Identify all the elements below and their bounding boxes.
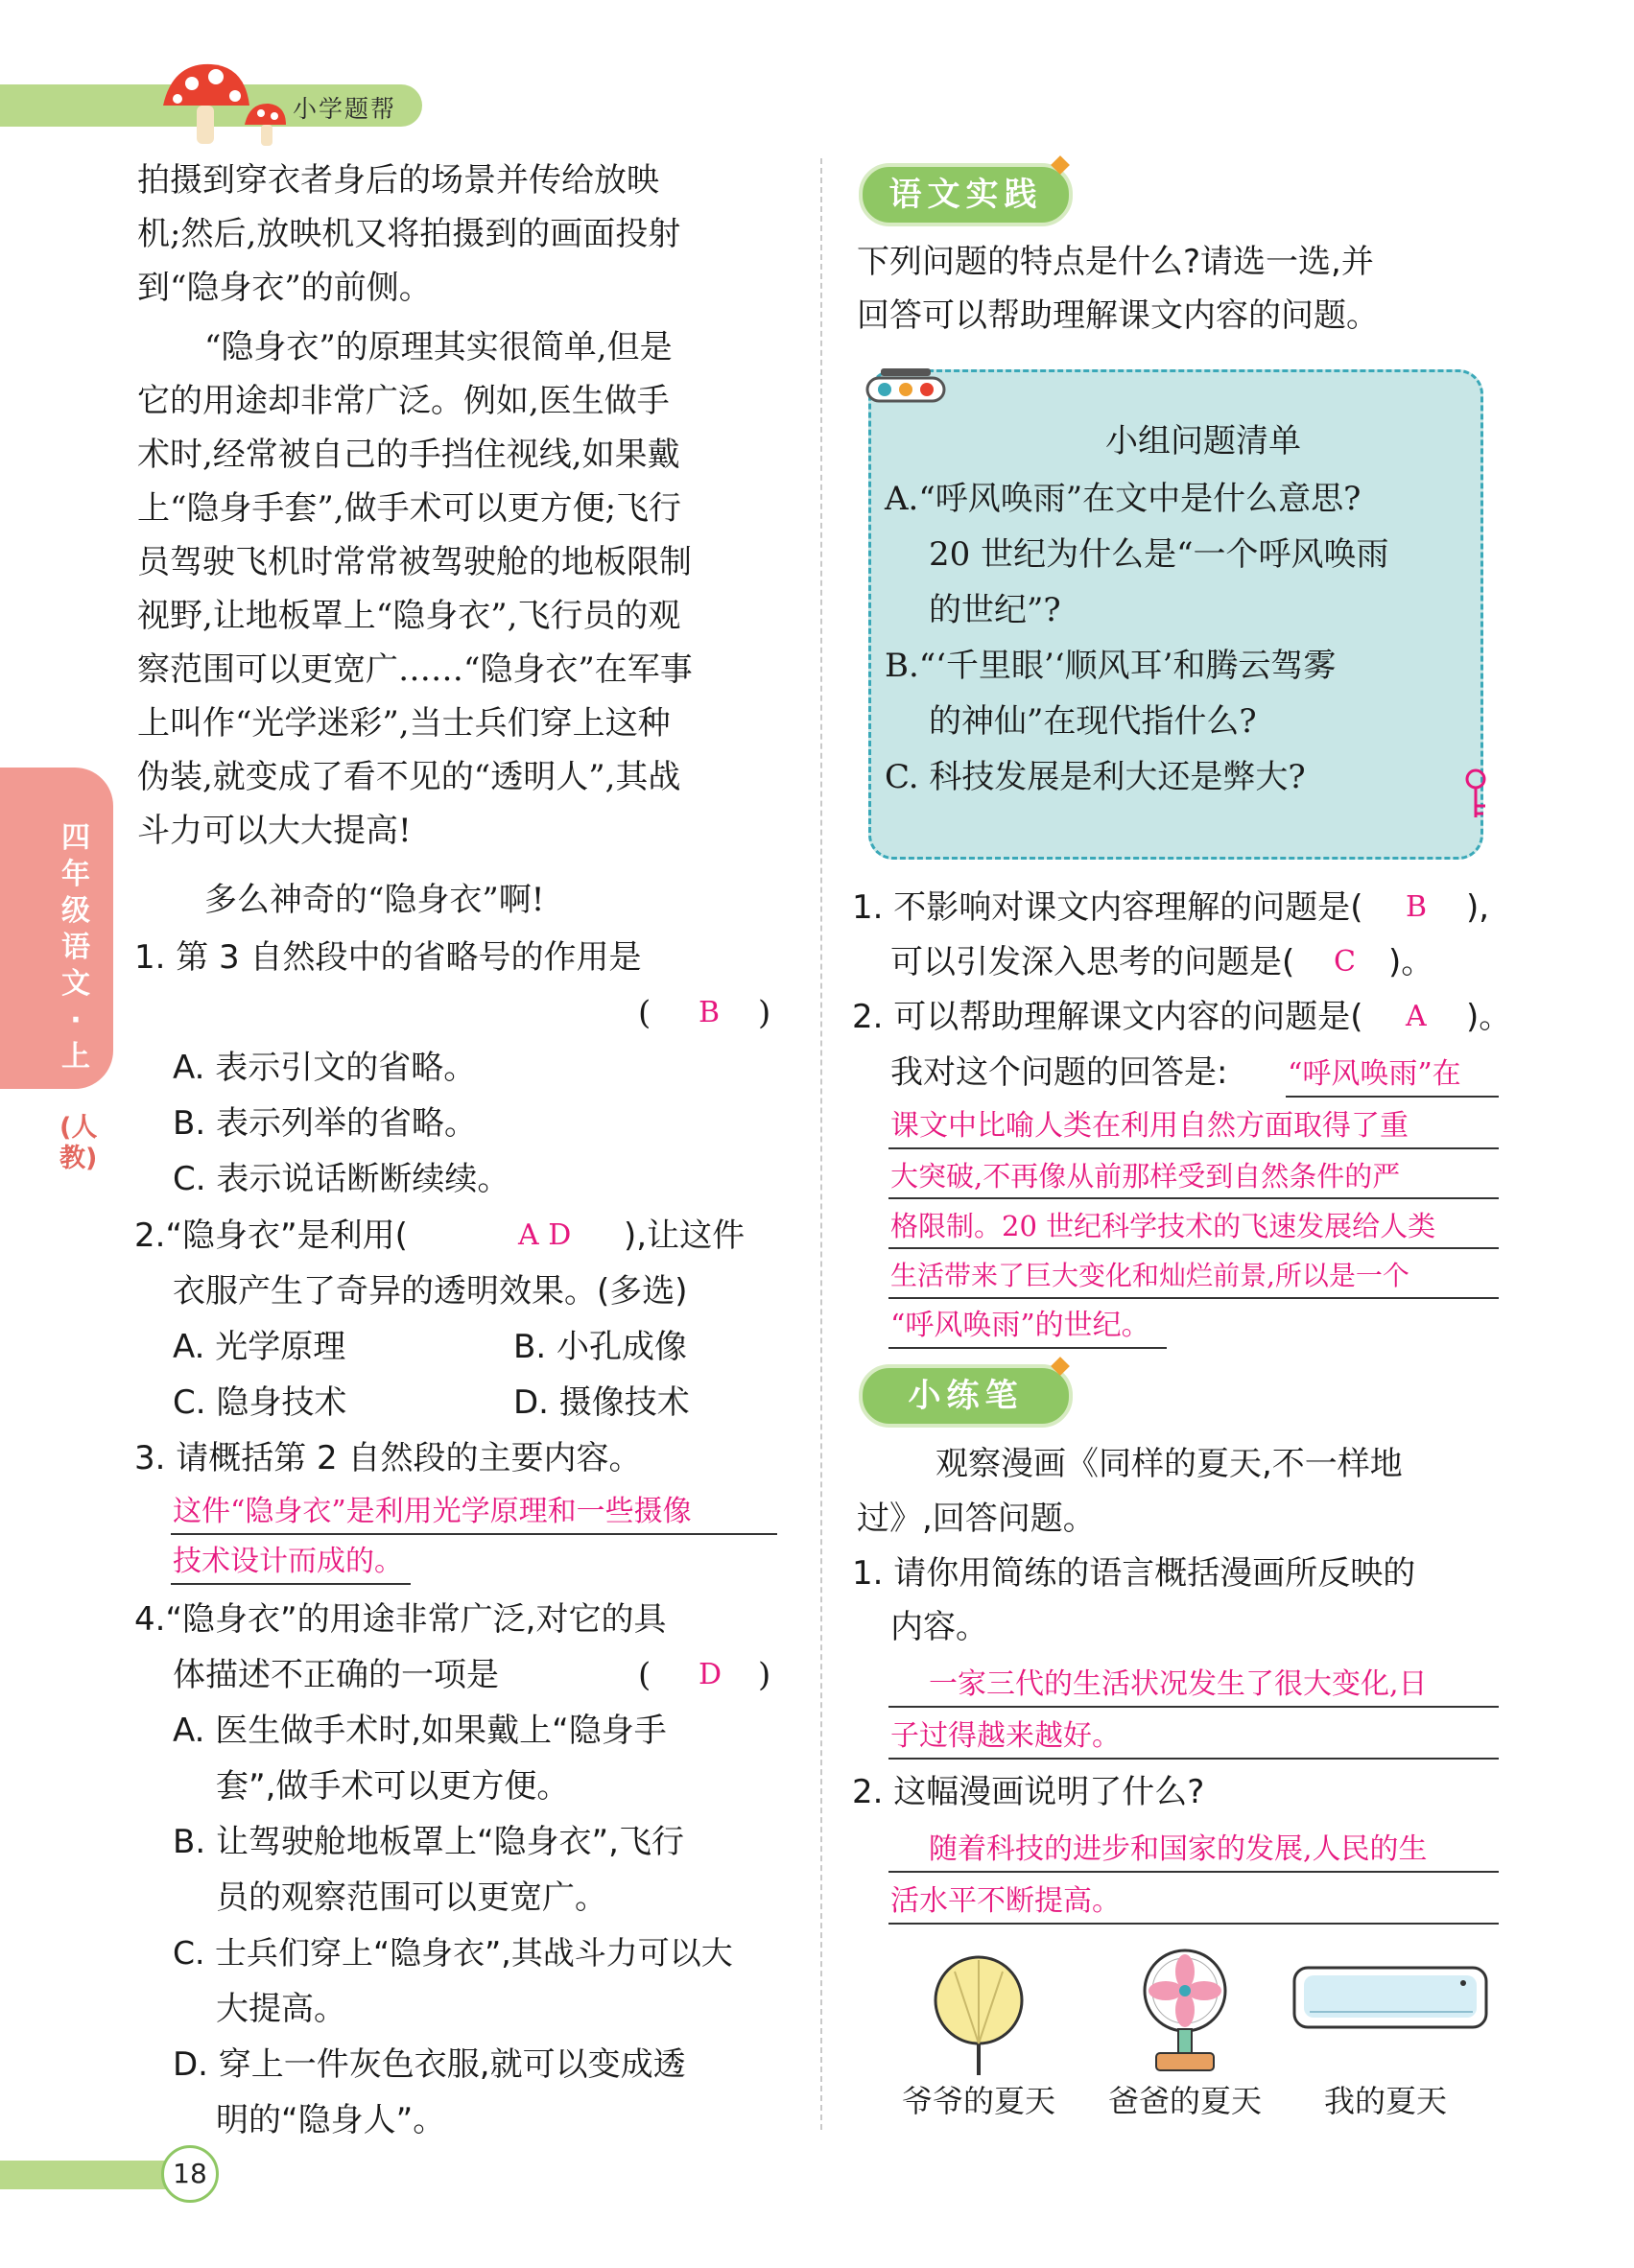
q2-stem-a: 2.“隐身衣”是利用( bbox=[134, 1217, 408, 1255]
q4-option[interactable]: A. 医生做手术时,如果戴上“隐身手 bbox=[173, 1712, 667, 1750]
q2-stem-b: ),让这件 bbox=[624, 1217, 746, 1255]
air-conditioner-icon bbox=[1291, 1962, 1492, 2039]
rq1-answer-1[interactable]: B bbox=[1406, 890, 1428, 924]
electric-fan-icon bbox=[1132, 1943, 1238, 2077]
hand-fan-icon bbox=[926, 1952, 1031, 2077]
intro-line: 下列问题的特点是什么?请选一选,并 bbox=[857, 243, 1374, 281]
passage-line: 伪装,就变成了看不见的“透明人”,其战 bbox=[137, 758, 681, 796]
q2-option[interactable]: A. 光学原理 bbox=[173, 1328, 346, 1366]
q1-option[interactable]: A. 表示引文的省略。 bbox=[173, 1049, 477, 1087]
q4-paren-open: ( bbox=[638, 1656, 651, 1694]
q1-option[interactable]: C. 表示说话断断续续。 bbox=[173, 1160, 510, 1198]
rq1-line1: 1. 不影响对课文内容理解的问题是( bbox=[852, 888, 1363, 927]
q3-stem: 3. 请概括第 2 自然段的主要内容。 bbox=[134, 1439, 642, 1477]
passage-line: 上“隐身手套”,做手术可以更方便;飞行 bbox=[137, 489, 682, 528]
pq1-answer-line[interactable]: 子过得越来越好。 bbox=[890, 1719, 1121, 1753]
passage-line: 机;然后,放映机又将拍摄到的画面投射 bbox=[137, 215, 681, 253]
rq2-answer-text[interactable]: 课文中比喻人类在利用自然方面取得了重 bbox=[890, 1109, 1409, 1143]
caption-dad: 爸爸的夏天 bbox=[1108, 2083, 1263, 2119]
answer-underline bbox=[888, 1923, 1499, 1925]
passage-line: 视野,让地板罩上“隐身衣”,飞行员的观 bbox=[137, 597, 681, 635]
passage-line: 察范围可以更宽广……“隐身衣”在军事 bbox=[137, 650, 693, 689]
pq2-stem: 2. 这幅漫画说明了什么? bbox=[852, 1773, 1205, 1811]
caption-grandpa: 爷爷的夏天 bbox=[902, 2083, 1056, 2119]
checklist-line: 的神仙”在现代指什么? bbox=[929, 702, 1257, 741]
rq1-line2-end: )。 bbox=[1388, 943, 1434, 981]
q1-stem: 1. 第 3 自然段中的省略号的作用是 bbox=[134, 938, 642, 977]
q2-answer[interactable]: A D bbox=[518, 1218, 572, 1252]
answer-underline bbox=[888, 1758, 1499, 1760]
header-title: 小学题帮 bbox=[293, 95, 397, 123]
checklist-line: 的世纪”? bbox=[929, 591, 1061, 629]
q4-stem-1: 4.“隐身衣”的用途非常广泛,对它的具 bbox=[134, 1600, 667, 1639]
intro2-line: 观察漫画《同样的夏天,不一样地 bbox=[935, 1445, 1403, 1483]
checklist-line: C. 科技发展是利大还是弊大? bbox=[885, 758, 1306, 796]
pq1-stem: 1. 请你用简练的语言概括漫画所反映的 bbox=[852, 1554, 1416, 1593]
passage-line: 术时,经常被自己的手挡住视线,如果戴 bbox=[137, 436, 680, 474]
pq1-answer-line[interactable]: 一家三代的生活状况发生了很大变化,日 bbox=[929, 1667, 1428, 1701]
q4-option-cont: 明的“隐身人”。 bbox=[216, 2101, 446, 2139]
q2-option[interactable]: D. 摄像技术 bbox=[513, 1383, 690, 1422]
section-title-writing: 小练笔 bbox=[859, 1364, 1073, 1428]
q4-option[interactable]: D. 穿上一件灰色衣服,就可以变成透 bbox=[173, 2045, 686, 2084]
footer-bar bbox=[0, 2161, 182, 2189]
q4-option-cont: 大提高。 bbox=[216, 1990, 346, 2028]
q3-answer-line[interactable]: 这件“隐身衣”是利用光学原理和一些摄像 bbox=[173, 1495, 692, 1528]
passage-line: 上叫作“光学迷彩”,当士兵们穿上这种 bbox=[137, 704, 671, 743]
pq1-stem: 内容。 bbox=[890, 1608, 988, 1646]
rq2-line2: 我对这个问题的回答是: bbox=[890, 1053, 1228, 1092]
q2-option[interactable]: C. 隐身技术 bbox=[173, 1383, 347, 1422]
rq2-answer-text[interactable]: “呼风唤雨”的世纪。 bbox=[890, 1309, 1150, 1342]
rq2-answer-text[interactable]: 生活带来了巨大变化和灿烂前景,所以是一个 bbox=[890, 1260, 1409, 1291]
side-tab-sub: (人教) bbox=[59, 1113, 98, 1173]
q4-option[interactable]: C. 士兵们穿上“隐身衣”,其战斗力可以大 bbox=[173, 1934, 733, 1972]
passage-line: 拍摄到穿衣者身后的场景并传给放映 bbox=[137, 161, 659, 200]
answer-underline bbox=[888, 1347, 1167, 1349]
pq2-answer-line[interactable]: 活水平不断提高。 bbox=[890, 1884, 1121, 1918]
rq1-line1-end: ), bbox=[1466, 888, 1490, 927]
rq2-answer-text[interactable]: 大突破,不再像从前那样受到自然条件的严 bbox=[890, 1160, 1401, 1193]
answer-underline bbox=[888, 1871, 1499, 1873]
q3-answer-line[interactable]: 技术设计而成的。 bbox=[173, 1545, 403, 1578]
checklist-line: A.“呼风唤雨”在文中是什么意思? bbox=[885, 480, 1362, 518]
passage-line: 到“隐身衣”的前侧。 bbox=[137, 269, 432, 307]
rq2-line1: 2. 可以帮助理解课文内容的问题是( bbox=[852, 998, 1363, 1036]
checklist-line: B.“‘千里眼’‘顺风耳’和腾云驾雾 bbox=[885, 647, 1337, 685]
traffic-light-icon bbox=[862, 366, 948, 405]
passage-line: 员驾驶飞机时常常被驾驶舱的地板限制 bbox=[137, 543, 692, 581]
q4-answer[interactable]: D bbox=[699, 1658, 722, 1691]
section-title-practice: 语文实践 bbox=[859, 163, 1073, 226]
rq1-answer-2[interactable]: C bbox=[1334, 945, 1356, 979]
q4-option-cont: 员的观察范围可以更宽广。 bbox=[216, 1878, 607, 1917]
answer-underline bbox=[171, 1583, 411, 1585]
passage-line: 它的用途却非常广泛。例如,医生做手 bbox=[137, 382, 670, 420]
mushroom-icon bbox=[154, 53, 288, 149]
intro2-line: 过》,回答问题。 bbox=[857, 1500, 1096, 1538]
key-icon bbox=[1456, 768, 1495, 825]
answer-underline bbox=[1286, 1096, 1499, 1098]
q4-option[interactable]: B. 让驾驶舱地板罩上“隐身衣”,飞行 bbox=[173, 1823, 684, 1861]
q4-stem-2: 体描述不正确的一项是 bbox=[173, 1656, 499, 1694]
page-number: 18 bbox=[161, 2145, 219, 2203]
q4-paren-close: ) bbox=[758, 1656, 771, 1694]
q1-paren-close: ) bbox=[758, 994, 771, 1032]
q2-option[interactable]: B. 小孔成像 bbox=[513, 1328, 687, 1366]
passage-line: 多么神奇的“隐身衣”啊! bbox=[204, 881, 545, 919]
rq2-answer-text[interactable]: 格限制。20 世纪科学技术的飞速发展给人类 bbox=[890, 1210, 1436, 1242]
answer-underline bbox=[888, 1706, 1499, 1708]
caption-me: 我的夏天 bbox=[1324, 2083, 1448, 2119]
rq2-answer-text[interactable]: “呼风唤雨”在 bbox=[1288, 1057, 1461, 1091]
passage-line: “隐身衣”的原理其实很简单,但是 bbox=[204, 328, 673, 366]
intro-line: 回答可以帮助理解课文内容的问题。 bbox=[857, 296, 1379, 335]
checklist-title: 小组问题清单 bbox=[1105, 422, 1301, 461]
rq2-line1-end: )。 bbox=[1466, 998, 1512, 1036]
side-tab-label: 四年级语文·上 bbox=[61, 821, 90, 1074]
rq1-line2: 可以引发深入思考的问题是( bbox=[890, 943, 1295, 981]
q1-option[interactable]: B. 表示列举的省略。 bbox=[173, 1104, 477, 1143]
side-tab bbox=[0, 768, 113, 1089]
q2-stem-2: 衣服产生了奇异的透明效果。(多选) bbox=[173, 1272, 688, 1311]
pq2-answer-line[interactable]: 随着科技的进步和国家的发展,人民的生 bbox=[929, 1832, 1428, 1866]
checklist-line: 20 世纪为什么是“一个呼风唤雨 bbox=[929, 535, 1389, 574]
q4-option-cont: 套”,做手术可以更方便。 bbox=[216, 1767, 570, 1806]
rq2-answer[interactable]: A bbox=[1406, 1000, 1427, 1033]
q1-paren-open: ( bbox=[638, 994, 651, 1032]
passage-line: 斗力可以大大提高! bbox=[137, 812, 412, 850]
column-divider bbox=[820, 158, 822, 2130]
q1-answer[interactable]: B bbox=[699, 996, 721, 1029]
